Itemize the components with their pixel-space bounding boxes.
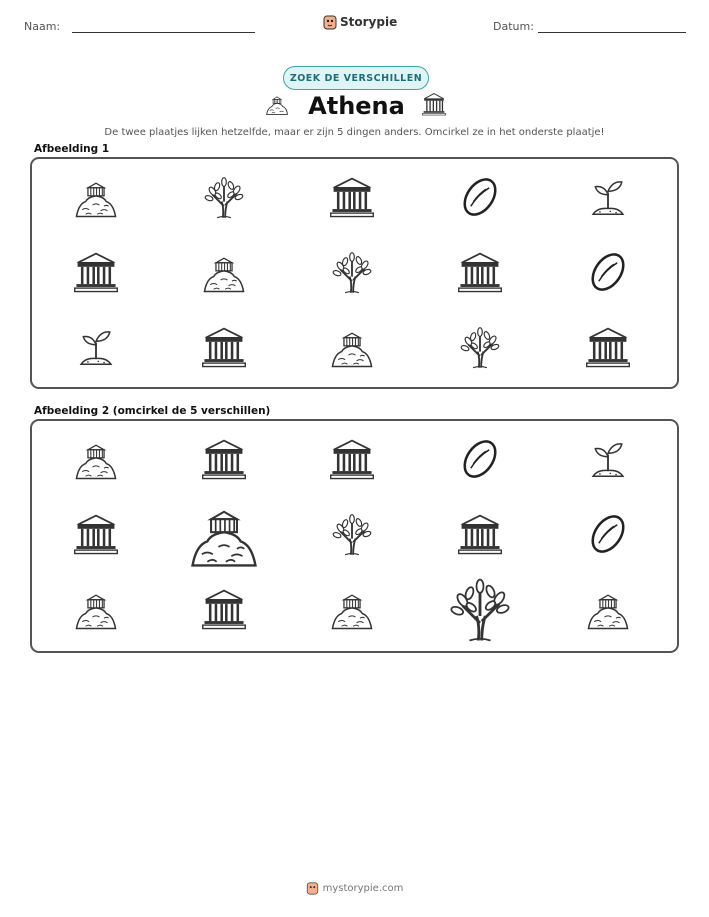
title-row <box>0 91 709 121</box>
temple-icon <box>419 91 449 121</box>
acropolis-icon[interactable] <box>187 497 261 571</box>
sprout-icon[interactable] <box>585 436 631 482</box>
temple-icon[interactable] <box>73 249 119 295</box>
activity-badge: ZOEK DE VERSCHILLEN <box>283 66 429 90</box>
olive-tree-icon[interactable] <box>445 574 515 644</box>
temple-icon[interactable] <box>329 436 375 482</box>
instructions: De twee plaatjes lijken hetzelfde, maar er zijn 5 dingen anders. Omcirkel ze in het onderste plaatje! <box>104 127 605 138</box>
olive-tree-icon[interactable] <box>329 249 375 295</box>
temple-icon[interactable] <box>201 436 247 482</box>
acropolis-icon[interactable] <box>73 436 119 482</box>
page-title: Athena <box>308 92 405 120</box>
olive-tree-icon[interactable] <box>457 324 503 370</box>
olive-icon[interactable] <box>585 511 631 557</box>
acropolis-icon[interactable] <box>329 586 375 632</box>
temple-icon[interactable] <box>201 586 247 632</box>
picture-1-label: Afbeelding 1 <box>34 143 110 155</box>
footer-url[interactable]: mystorypie.com <box>322 882 404 894</box>
storypie-mascot-icon <box>306 881 319 895</box>
name-label: Naam: <box>24 20 61 33</box>
temple-icon[interactable] <box>73 511 119 557</box>
brand-name: Storypie <box>340 15 398 29</box>
temple-icon[interactable] <box>201 324 247 370</box>
temple-icon[interactable] <box>329 174 375 220</box>
olive-icon[interactable] <box>585 249 631 295</box>
olive-tree-icon[interactable] <box>329 511 375 557</box>
footer <box>0 881 709 895</box>
picture-2-panel[interactable] <box>30 419 679 653</box>
acropolis-icon[interactable] <box>73 174 119 220</box>
date-label: Datum: <box>493 20 534 33</box>
sprout-icon[interactable] <box>73 324 119 370</box>
temple-icon[interactable] <box>585 324 631 370</box>
acropolis-icon[interactable] <box>585 586 631 632</box>
name-line[interactable] <box>72 32 255 33</box>
olive-tree-icon[interactable] <box>201 174 247 220</box>
acropolis-icon[interactable] <box>201 249 247 295</box>
picture-1-panel <box>30 157 679 389</box>
brand-logo <box>323 14 397 30</box>
acropolis-icon[interactable] <box>73 586 119 632</box>
olive-icon[interactable] <box>457 436 503 482</box>
olive-icon[interactable] <box>457 174 503 220</box>
date-line[interactable] <box>538 32 686 33</box>
acropolis-icon <box>260 91 294 121</box>
picture-2-label: Afbeelding 2 (omcirkel de 5 verschillen) <box>34 405 271 417</box>
acropolis-icon[interactable] <box>329 324 375 370</box>
temple-icon[interactable] <box>457 511 503 557</box>
temple-icon[interactable] <box>457 249 503 295</box>
storypie-mascot-icon <box>323 14 337 30</box>
sprout-icon[interactable] <box>585 174 631 220</box>
